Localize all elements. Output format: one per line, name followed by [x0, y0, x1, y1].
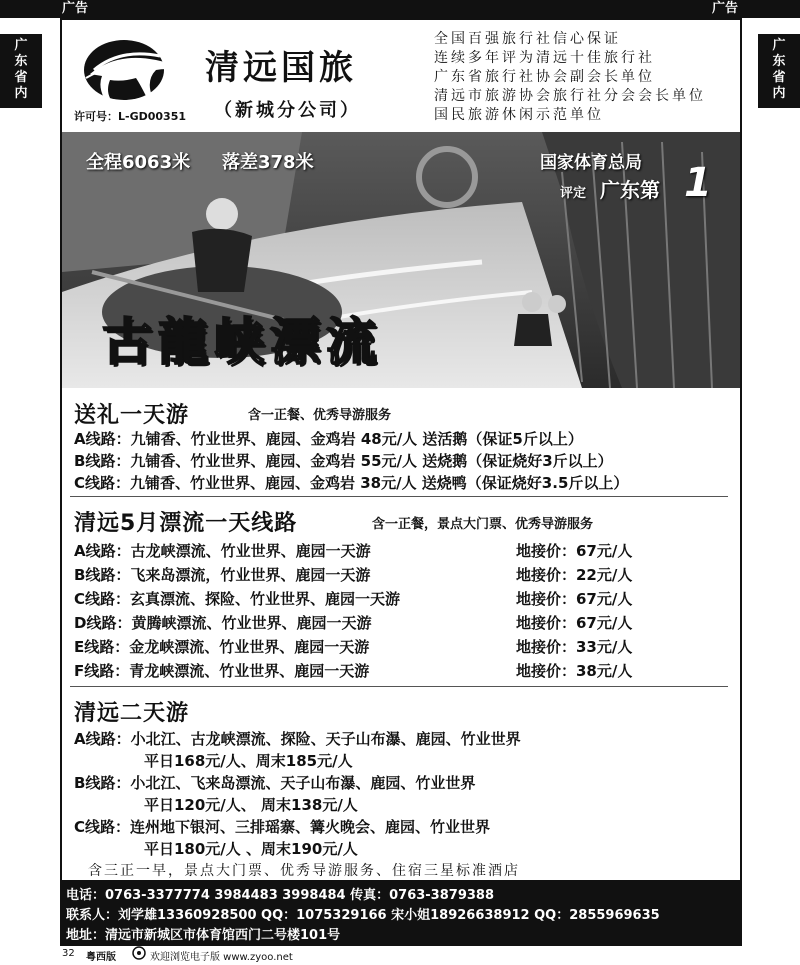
honors-list	[434, 30, 706, 125]
section-title-two-day-tour: 清远二天游	[74, 701, 190, 726]
divider	[70, 496, 728, 497]
section-note: 含一正餐、优秀导游服务	[248, 408, 392, 423]
two-day-footnote: 含三正一早，景点大门票、优秀导游服务、住宿三星标准酒店	[88, 863, 520, 879]
side-tab-right: 广 东 省 内	[758, 34, 800, 108]
section-title-rafting-tour: 清远5月漂流一天线路	[74, 511, 298, 536]
rafting-price: 地接价：67元/人	[516, 590, 633, 608]
rafting-price: 地接价：33元/人	[516, 638, 633, 656]
permit-number: 许可号：L-GD00351	[74, 110, 187, 123]
award-number: 1	[684, 160, 712, 206]
brand-name: 清远国旅	[205, 48, 357, 88]
page-edition: 粤西版	[86, 952, 116, 963]
rafting-route: C线路：玄真漂流、探险、竹业世界、鹿园一天游	[74, 590, 401, 608]
route-line: A线路：九铺香、竹业世界、鹿园、金鸡岩 48元/人 送活鹅（保证5斤以上）	[74, 430, 583, 448]
site-logo-icon	[132, 946, 146, 960]
contact-panel	[62, 880, 740, 944]
route-line: B线路：九铺香、竹业世界、鹿园、金鸡岩 55元/人 送烧鹅（保证烧好3斤以上）	[74, 452, 613, 470]
rafting-route: B线路：飞来岛漂流，竹业世界、鹿园一天游	[74, 566, 371, 584]
horse-logo-icon	[76, 30, 186, 110]
two-day-price: 平日120元/人、 周末138元/人	[144, 796, 358, 814]
contact-person: 联系人：刘学雄13360928500 QQ：1075329166 宋小姐18926638912 QQ：2855969635	[66, 908, 660, 923]
award-prefix: 评定	[560, 186, 587, 201]
divider	[70, 686, 728, 687]
rafting-route: D线路：黄腾峡漂流、竹业世界、鹿园一天游	[74, 614, 372, 632]
ad-label-left: 广告	[56, 0, 94, 18]
honor-item: 国民旅游休闲示范单位	[434, 107, 604, 123]
rafting-price: 地接价：67元/人	[516, 614, 633, 632]
two-day-route: B线路：小北江、飞来岛漂流、天子山布瀑、鹿园、竹业世界	[74, 774, 476, 792]
hero-drop: 落差378米	[222, 152, 314, 173]
award-org: 国家体育总局	[540, 153, 642, 173]
page-site[interactable]: 欢迎浏览电子版 www.zyoo.net	[150, 952, 293, 963]
rafting-route: F线路：青龙峡漂流、竹业世界、鹿园一天游	[74, 662, 370, 680]
honor-item: 全国百强旅行社信心保证	[434, 31, 621, 47]
rafting-hero-image	[62, 132, 740, 388]
honor-item: 广东省旅行社协会副会长单位	[434, 69, 655, 85]
two-day-route: C线路：连州地下银河、三排瑶寨、篝火晚会、鹿园、竹业世界	[74, 818, 491, 836]
top-bar	[0, 0, 800, 18]
award-rank: 广东第	[600, 178, 660, 202]
hero-title: 古龍峡漂流	[102, 312, 382, 371]
two-day-price: 平日180元/人 、周末190元/人	[144, 840, 358, 858]
section-note: 含一正餐，景点大门票、优秀导游服务	[372, 517, 594, 532]
honor-item: 连续多年评为清远十佳旅行社	[434, 50, 655, 66]
rafting-price: 地接价：38元/人	[516, 662, 633, 680]
side-tab-left: 广 东 省 内	[0, 34, 42, 108]
two-day-route: A线路：小北江、古龙峡漂流、探险、天子山布瀑、鹿园、竹业世界	[74, 730, 521, 748]
page-number: 32	[62, 948, 75, 959]
contact-address: 地址：清远市新城区市体育馆西门二号楼101号	[66, 928, 341, 943]
rafting-price: 地接价：67元/人	[516, 542, 633, 560]
two-day-price: 平日168元/人、周末185元/人	[144, 752, 353, 770]
ad-label-right: 广告	[706, 0, 744, 18]
route-line: C线路：九铺香、竹业世界、鹿园、金鸡岩 38元/人 送烧鸭（保证烧好3.5斤以上）	[74, 474, 629, 492]
honor-item: 清远市旅游协会旅行社分会会长单位	[434, 88, 706, 104]
rafting-route: E线路：金龙峡漂流、竹业世界、鹿园一天游	[74, 638, 370, 656]
rafting-route: A线路：古龙峡漂流、竹业世界、鹿园一天游	[74, 542, 371, 560]
contact-phone: 电话：0763-3377774 3984483 3998484 传真：0763-3879388	[66, 888, 495, 903]
rafting-price: 地接价：22元/人	[516, 566, 633, 584]
branch-name: （新城分公司）	[214, 100, 361, 121]
section-title-gift-tour: 送礼一天游	[74, 403, 190, 428]
hero-distance: 全程6063米	[86, 152, 191, 173]
